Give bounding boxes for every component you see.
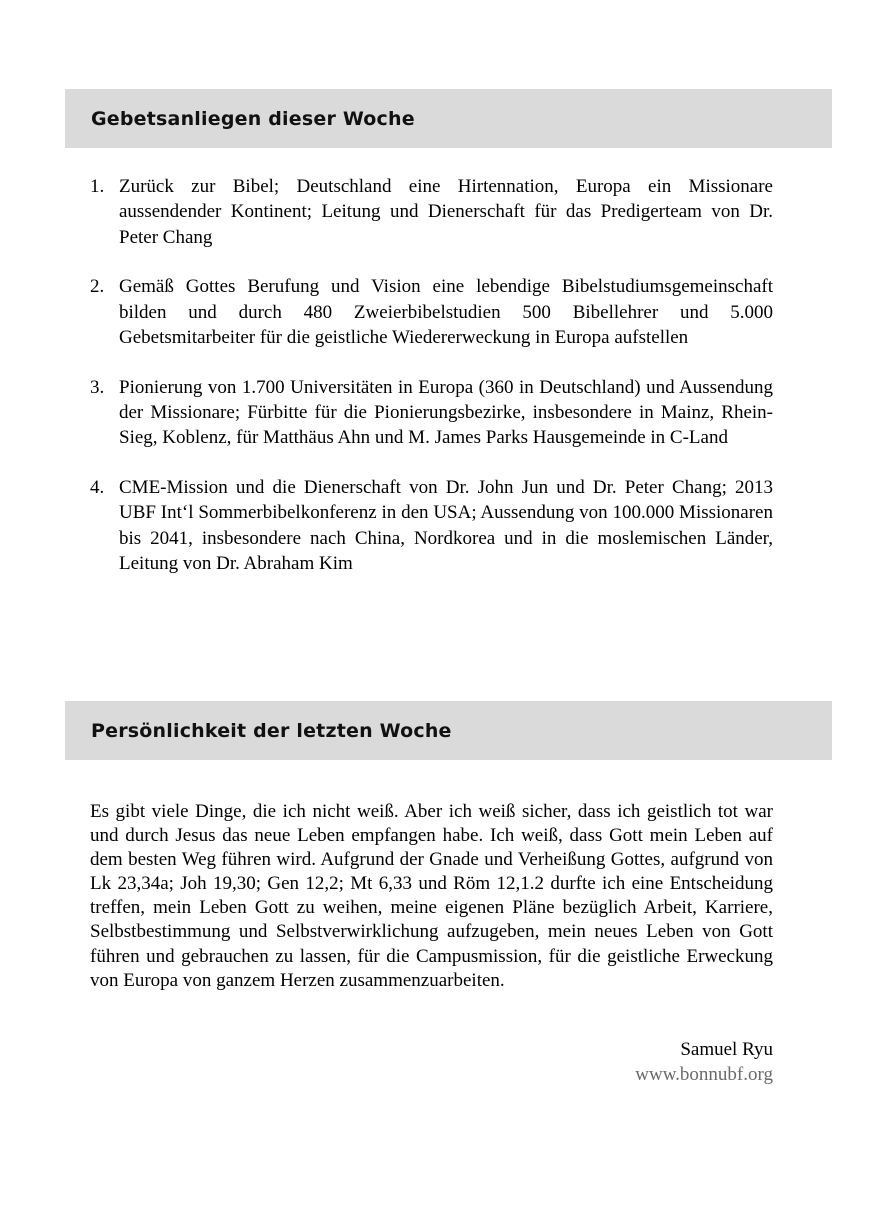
prayer-section-header (65, 89, 832, 148)
personal-testimony-text: Es gibt viele Dinge, die ich nicht weiß. Aber ich weiß sicher, dass ich geistlich tot war und durch Jesus das neue Leben empfangen habe. Ich weiß, dass Gott mein Leben auf dem besten Weg führen wird. Aufgrund der Gnade und Verheißung Gottes, aufgrund von Lk 23,34a; Joh 19,30; Gen 12,2; Mt 6,33 und Röm 12,1.2 durfte ich eine Entscheidung treffen, mein Leben Gott zu weihen, meine eigenen Pläne bezüglich Arbeit, Karriere, Selbstbestimmung und Selbstverwirklichung aufzugeben, mein neues Leben von Gott führen und gebrauchen zu lassen, für die Campusmission, für die geistliche Erweckung von Europa von ganzem Herzen zusammenzuarbeiten. (90, 801, 773, 991)
author-name: Samuel Ryu (680, 1039, 773, 1060)
prayer-section-title: Gebetsanliegen dieser Woche (91, 107, 415, 130)
prayer-item-number: 2. (90, 276, 105, 298)
prayer-item-3 (90, 375, 773, 451)
personal-section-title: Persönlichkeit der letzten Woche (91, 719, 452, 742)
prayer-item-1 (90, 174, 773, 250)
prayer-item-number: 4. (90, 477, 105, 499)
prayer-item-text: Gemäß Gottes Berufung und Vision eine lebendige Bibelstudiumsgemeinschaft bilden und durch 480 Zweierbibelstudien 500 Bibellehrer und 5.000 Gebetsmitarbeiter für die geistliche Wiedererweckung in Europa aufstellen (119, 276, 773, 348)
prayer-list (90, 174, 773, 601)
personal-section-header (65, 701, 832, 760)
prayer-item-text: CME-Mission und die Dienerschaft von Dr. John Jun und Dr. Peter Chang; 2013 UBF Int‘l Sommerbibelkonferenz in den USA; Aussendung von 100.000 Missionaren bis 2041, insbesondere nach China, Nordkorea und in die moslemischen Länder, Leitung von Dr. Abraham Kim (119, 477, 773, 575)
prayer-item-text: Pionierung von 1.700 Universitäten in Europa (360 in Deutschland) und Aussendung der Missionare; Fürbitte für die Pionierungsbezirke, insbesondere in Mainz, Rhein-Sieg, Koblenz, für Matthäus Ahn und M. James Parks Hausgemeinde in C-Land (119, 376, 773, 449)
prayer-item-number: 1. (90, 176, 105, 197)
prayer-item-2 (90, 274, 773, 350)
signature-block (635, 1038, 773, 1087)
prayer-item-number: 3. (90, 376, 105, 398)
prayer-item-4 (90, 475, 773, 576)
website-link[interactable]: www.bonnubf.org (635, 1063, 773, 1085)
prayer-item-text: Zurück zur Bibel; Deutschland eine Hirtennation, Europa ein Missionare aussendender Kontinent; Leitung und Dienerschaft für das Predigerteam von Dr. Peter Chang (119, 176, 773, 248)
